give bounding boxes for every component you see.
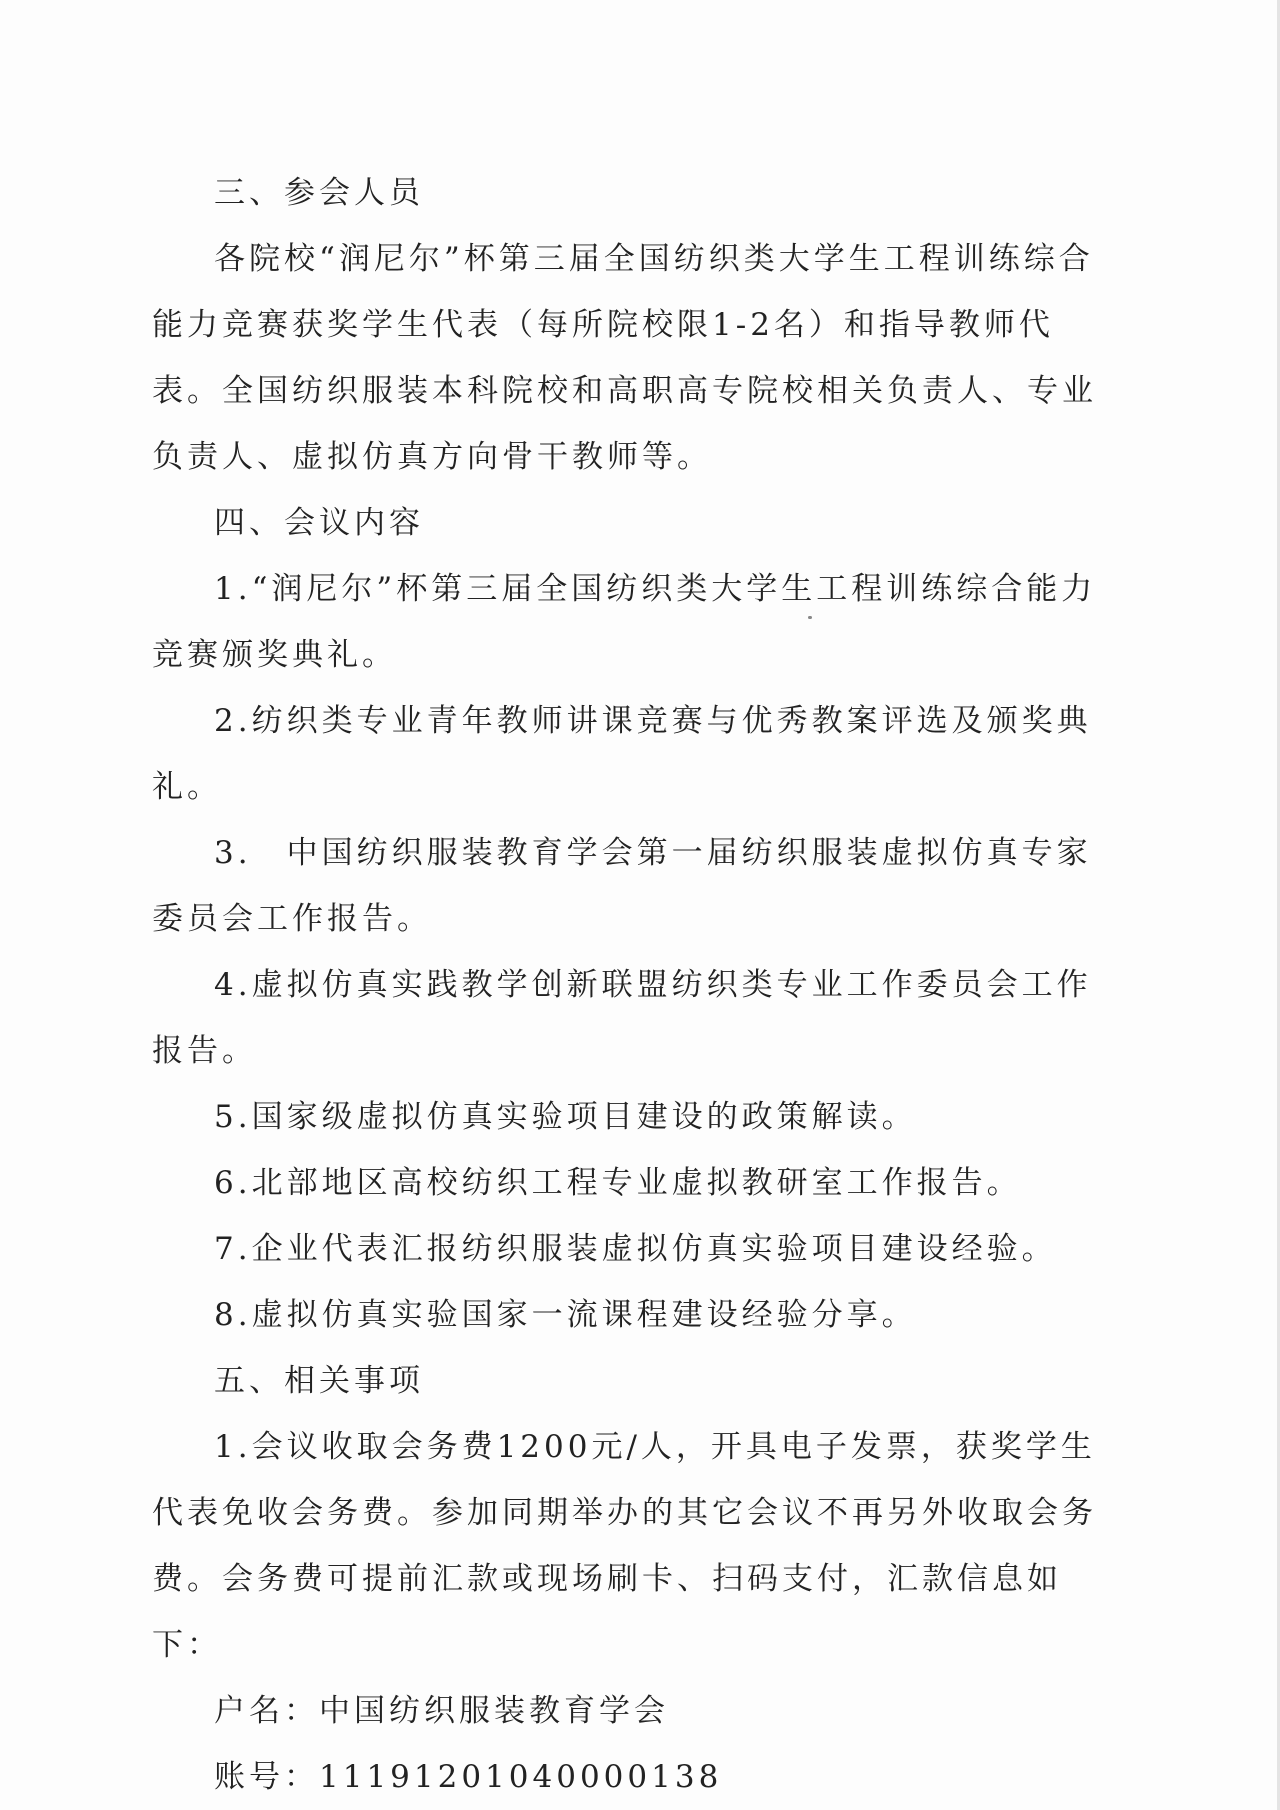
agenda-item-4: 4.虚拟仿真实践教学创新联盟纺织类专业工作委员会工作报告。 [152, 967, 1092, 1069]
agenda-item-2: 2.纺织类专业青年教师讲课竞赛与优秀教案评选及颁奖典礼。 [152, 703, 1092, 805]
fee-paragraph: 1.会议收取会务费1200元/人，开具电子发票，获奖学生代表免收会务费。参加同期举办的其它会议不再另外收取会务费。会务费可提前汇款或现场刷卡、扫码支付，汇款信息如下： [152, 1429, 1097, 1663]
scan-speck [808, 616, 812, 619]
attendees-paragraph: 各院校“润尼尔”杯第三届全国纺织类大学生工程训练综合能力竞赛获奖学生代表（每所院校限1-2名）和指导教师代表。全国纺织服装本科院校和高职高专院校相关负责人、专业负责人、虚拟仿真方向骨干教师等。 [152, 241, 1097, 475]
agenda-item-5: 5.国家级虚拟仿真实验项目建设的政策解读。 [214, 1099, 917, 1135]
section-heading-matters: 五、相关事项 [214, 1363, 424, 1399]
section-heading-agenda: 四、会议内容 [214, 505, 424, 541]
agenda-item-7: 7.企业代表汇报纺织服装虚拟仿真实验项目建设经验。 [214, 1231, 1057, 1267]
account-name: 户名：中国纺织服装教育学会 [214, 1693, 669, 1729]
agenda-item-1: 1.“润尼尔”杯第三届全国纺织类大学生工程训练综合能力竞赛颁奖典礼。 [152, 571, 1097, 673]
section-heading-attendees: 三、参会人员 [214, 175, 424, 211]
account-number: 账号：11191201040000138 [214, 1759, 723, 1795]
document-body [152, 160, 1122, 1810]
agenda-item-8: 8.虚拟仿真实验国家一流课程建设经验分享。 [214, 1297, 917, 1333]
agenda-item-3: 3. 中国纺织服装教育学会第一届纺织服装虚拟仿真专家委员会工作报告。 [152, 835, 1092, 937]
agenda-item-6: 6.北部地区高校纺织工程专业虚拟教研室工作报告。 [214, 1165, 1022, 1201]
